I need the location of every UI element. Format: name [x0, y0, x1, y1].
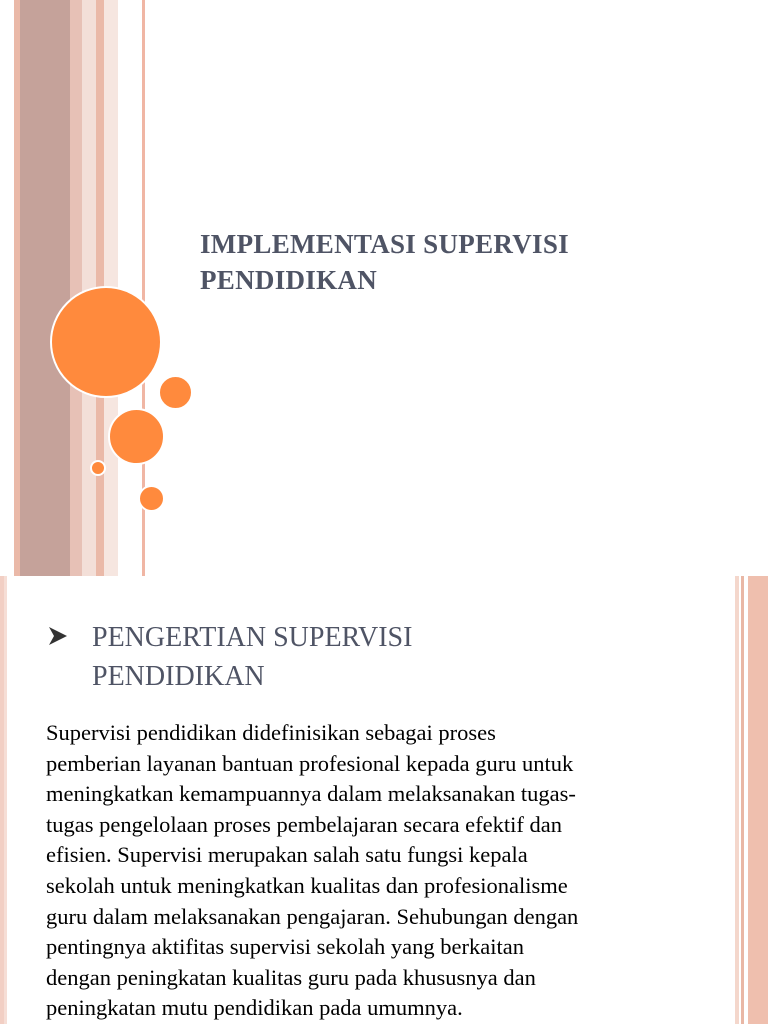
decor-stripe	[20, 0, 70, 576]
decor-stripe	[741, 576, 744, 1024]
arrow-bullet-icon	[48, 618, 92, 654]
decor-stripe	[735, 576, 739, 1024]
body-paragraph: Supervisi pendidikan didefinisikan sebagai proses pemberian layanan bantuan profesional kepada guru untuk meningkatkan kemampuannya dalam melaksanakan tugas- tugas pengelolaan proses pembelajaran secara efektif dan efisien. Supervisi merupakan salah satu fungsi kepala sekolah untuk meningkatkan kualitas dan profesionalisme guru dalam melaksanakan pengajaran. Sehubungan dengan pentingnya aktifitas supervisi sekolah yang berkaitan dengan peningkatan kualitas guru pada khususnya dan peningkatan mutu pendidikan pada umumnya.	[46, 720, 579, 1021]
decor-circle-medium	[108, 408, 165, 465]
decor-circle-large	[50, 286, 162, 398]
decor-circle-tiny	[90, 460, 106, 476]
decor-circle-small	[138, 485, 165, 512]
content-slide	[0, 576, 768, 1024]
slide-title: IMPLEMENTASI SUPERVISI PENDIDIKAN	[200, 229, 569, 295]
decor-circle-small	[158, 375, 193, 410]
heading-text: PENGERTIAN SUPERVISI PENDIDIKAN	[92, 622, 413, 692]
content-heading	[48, 618, 688, 696]
decor-stripe	[70, 0, 82, 576]
decor-stripe	[748, 576, 768, 1024]
decor-stripe	[0, 0, 14, 576]
decor-stripe	[4, 576, 7, 1024]
